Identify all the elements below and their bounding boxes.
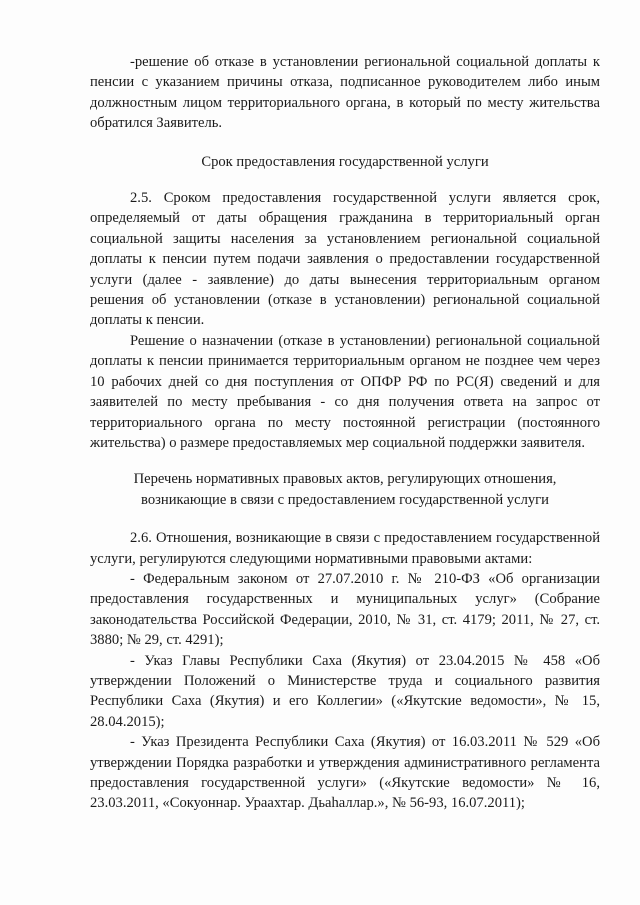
list-item-decree-head: - Указ Главы Республики Саха (Якутия) от 23.04.2015 № 458 «Об утверждении Положений о Министерстве труда и социального развития Республики Саха (Якутия) и его Коллегии» («Якутские ведомости», № 15, 28.04.2015); <box>90 652 600 730</box>
paragraph-2-5-decision: Решение о назначении (отказе в установлении) региональной социальной доплаты к пенсии принимается территориальным органом не позднее чем через 10 рабочих дней со дня поступления от ОПФР РФ по РС(Я) сведений и для заявителей по месту пребывания - со дня получения ответа на запрос от территориального органа по месту постоянной регистрации (постоянного жительства) о размере предоставляемых мер социальной поддержки заявителя. <box>90 332 600 451</box>
heading-service-term: Срок предоставления государственной услуги <box>201 153 489 170</box>
list-item-federal-law: - Федеральным законом от 27.07.2010 г. № 210-ФЗ «Об организации предоставления государственных и муниципальных услуг» (Собрание законодательства Российской Федерации, 2010, № 31, ст. 4179; 2011, № 27, ст. 3880; № 29, ст. 4291); <box>90 570 600 649</box>
heading-normative-acts <box>90 469 600 510</box>
heading-normative-acts-line-2: возникающие в связи с предоставлением государственной услуги <box>141 491 549 508</box>
paragraph-2-5: 2.5. Сроком предоставления государственной услуги является срок, определяемый от даты обращения гражданина в территориальный орган социальной защиты населения за установлением региональной социальной доплаты к пенсии путем подачи заявления о предоставлении государственной услуги (далее - заявление) до даты вынесения территориальным органом решения об установлении (отказе в установлении) региональной социальной доплаты к пенсии. <box>90 190 600 329</box>
list-item-decree-president: - Указ Президента Республики Саха (Якутия) от 16.03.2011 № 529 «Об утверждении Порядка разработки и утверждения административного регламента предоставления государственной услуги» («Якутские ведомости» № 16, 23.03.2011, «Сокуоннар. Ураахтар. Дьаһаллар.», № 56-93, 16.07.2011); <box>90 734 600 812</box>
heading-normative-acts-line-1: Перечень нормативных правовых актов, регулирующих отношения, <box>133 471 557 488</box>
paragraph-2-6: 2.6. Отношения, возникающие в связи с предоставлением государственной услуги, регулируются следующими нормативными правовыми актами: <box>90 530 600 567</box>
paragraph-refusal-decision: -решение об отказе в установлении региональной социальной доплаты к пенсии с указанием причины отказа, подписанное руководителем либо иным должностным лицом территориального органа, в который по месту жительства обратился Заявитель. <box>90 54 600 132</box>
